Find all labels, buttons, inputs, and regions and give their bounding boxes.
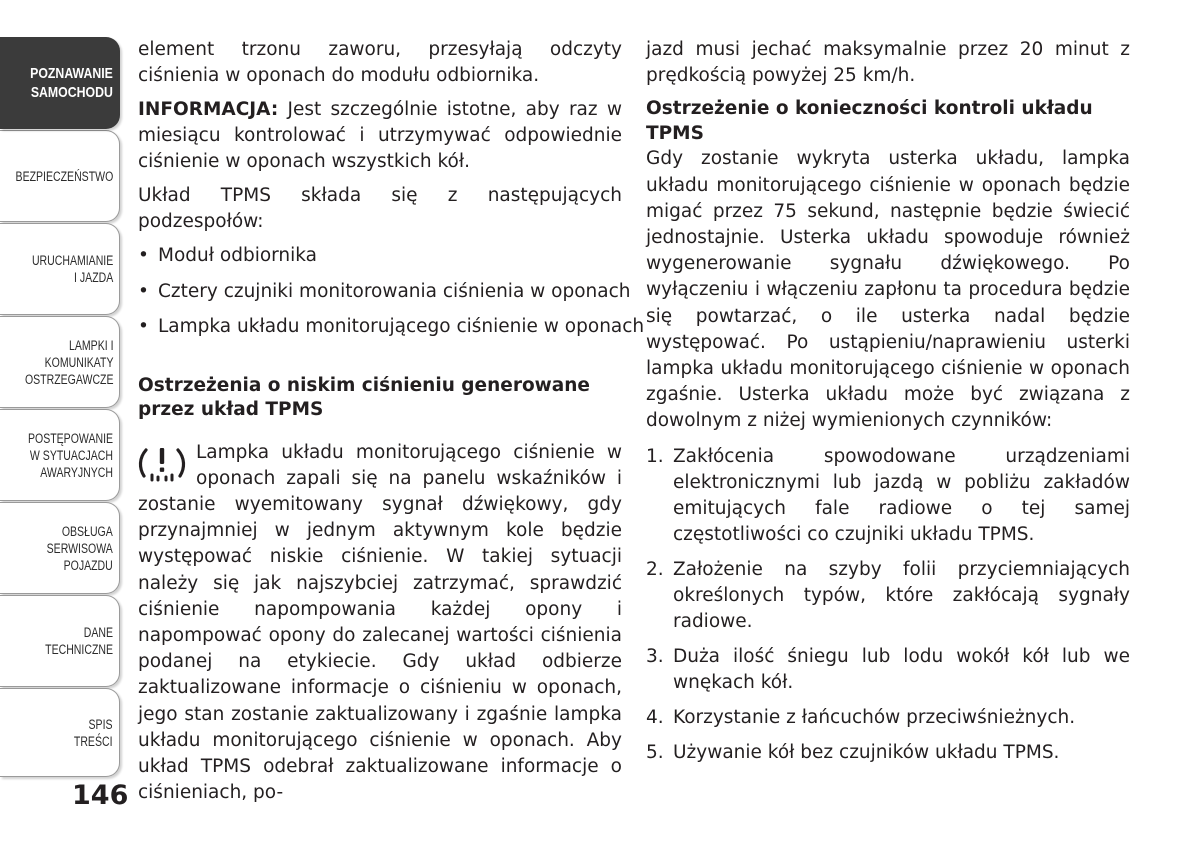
section-heading: Ostrzeżenie o konieczności kontroli układu TPMS <box>646 98 1093 144</box>
sidebar-tab-label: OBSŁUGA SERWISOWA POJAZDU <box>46 523 113 573</box>
paragraph: jazd musi jechać maksymalnie przez 20 minut z prędkością powyżej 25 km/h. <box>646 39 1130 87</box>
list-text: Korzystanie z łańcuchów przeciwśnieżnych. <box>673 706 1076 728</box>
section-heading: Ostrzeżenia o niskim ciśnieniu generowane przez układ TPMS <box>138 374 590 421</box>
list-item <box>646 705 1130 731</box>
info-label: INFORMACJA: <box>138 98 279 120</box>
page-number: 146 <box>72 780 129 811</box>
list-text: Duża ilość śniegu lub lodu wokół kół lub we wnękach kół. <box>673 646 1130 694</box>
right-column <box>646 37 1130 774</box>
list-item: • Cztery czujniki monitorowania ciśnienia w oponach <box>138 279 622 305</box>
left-column <box>138 37 645 806</box>
list-number: 2. <box>646 558 664 580</box>
sidebar-tab-dane[interactable] <box>0 595 120 687</box>
info-paragraph <box>138 97 622 176</box>
paragraph: element trzonu zaworu, przesyłają odczyty ciśnienia w oponach do modułu odbiornika. <box>138 39 622 87</box>
list-item <box>646 557 1130 636</box>
list-number: 5. <box>646 741 664 763</box>
sidebar-tab-uruchamianie[interactable] <box>0 223 120 315</box>
tpms-warning-icon <box>138 442 186 486</box>
sidebar-tab-label: SPIS TREŚCI <box>74 716 113 749</box>
sidebar-tab-spis[interactable] <box>0 688 120 777</box>
list-item <box>646 444 1130 549</box>
list-item <box>646 644 1130 696</box>
sidebar-tab-label: DANE TECHNICZNE <box>45 625 113 657</box>
list-item <box>646 740 1130 766</box>
sidebar-tab-label: POZNAWANIE SAMOCHODU <box>30 65 114 101</box>
list-number: 1. <box>646 445 664 467</box>
sidebar-tab-label: BEZPIECZEŃSTWO <box>15 168 113 184</box>
sidebar-tab-postepowanie[interactable] <box>0 409 120 501</box>
warning-block <box>138 440 622 807</box>
components-intro: Układ TPMS składa się z następujących podzespołów: <box>138 185 622 233</box>
warning-text: Lampka układu monitorującego ciśnienie w oponach zapali się na panelu wskaźników i zostanie wyemitowany sygnał dźwiękowy, gdy przynajmniej w jednym aktywnym kole będzie występować niskie ciśnienie. W takiej sytuacji należy się jak najszybciej zatrzymać, sprawdzić ciśnienie napompowania każdej opony i napompować opony do zalecanej wartości ciśnienia podanej na etykiecie. Gdy układ odbierze zaktualizowane informacje o ciśnieniu w oponach, jego stan zostanie zaktualizowany i zgaśnie lampka układu monitorującego ciśnienie w oponach. Aby układ TPMS odebrał zaktualizowane informacje o ciśnieniach, po- <box>138 441 622 804</box>
list-text: Założenie na szyby folii przyciemniających określonych typów, które zakłócają sygnały radiowe. <box>673 558 1130 633</box>
sidebar-tab-label: URUCHAMIANIE I JAZDA <box>31 253 113 285</box>
sidebar-tab-label: POSTĘPOWANIE W SYTUACJACH AWARYJNYCH <box>27 430 113 480</box>
components-list <box>138 243 645 341</box>
causes-list <box>646 444 1130 766</box>
list-number: 4. <box>646 706 664 728</box>
list-item: • Lampka układu monitorującego ciśnienie w oponach <box>138 314 622 340</box>
list-number: 3. <box>646 646 664 668</box>
paragraph: Gdy zostanie wykryta usterka układu, lampka układu monitorującego ciśnienie w oponach będzie migać przez 75 sekund, następnie będzie świecić jednostajnie. Usterka układu spowoduje również wygenerowanie sygnału dźwiękowego. Po wyłączeniu i włączeniu zapłonu ta procedura będzie się powtarzać, o ile usterka nadal będzie występować. Po ustąpieniu/naprawieniu usterki lampka układu monitorującego ciśnienie w oponach zgaśnie. Usterka układu może być związana z dowolnym z niżej wymienionych czynników: <box>646 148 1130 432</box>
list-item: • Moduł odbiornika <box>138 243 622 269</box>
sidebar-tab-obsluga[interactable] <box>0 502 120 594</box>
list-text: Zakłócenia spowodowane urządzeniami elektronicznymi lub jazdą w pobliżu zakładów emitujących fale radiowe o tej samej częstotliwości co czujniki układu TPMS. <box>673 445 1130 546</box>
sidebar-tab-label: LAMPKI I KOMUNIKATY OSTRZEGAWCZE <box>24 337 113 387</box>
sidebar-tab-poznawanie[interactable] <box>0 37 120 129</box>
sidebar-tab-bezpieczenstwo[interactable] <box>0 130 120 222</box>
list-text: Używanie kół bez czujników układu TPMS. <box>673 741 1060 763</box>
sidebar-tab-lampki[interactable] <box>0 316 120 408</box>
info-text: Jest szczególnie istotne, aby raz w miesiącu kontrolować i utrzymywać odpowiednie ciśnienie w oponach wszystkich kół. <box>138 98 622 173</box>
